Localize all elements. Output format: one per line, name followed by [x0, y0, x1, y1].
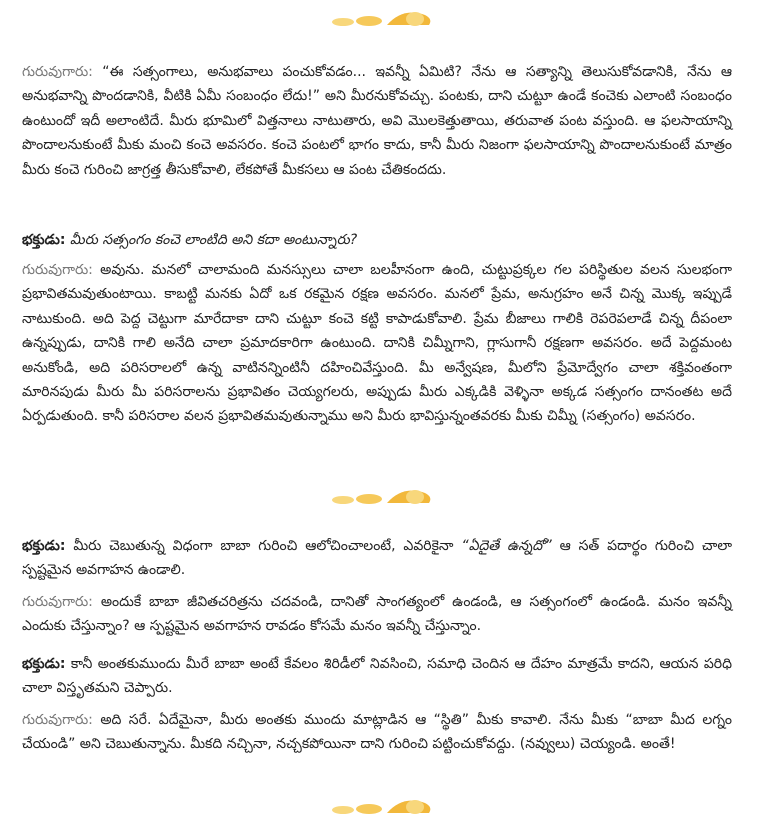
paragraph-text: మీరు సత్సంగం కంచె లాంటిది అని కదా అంటున్నారు?	[69, 232, 358, 248]
paragraph-guru-3	[22, 590, 732, 639]
paragraph-text: కానీ అంతకుముందు మీరే బాబా అంటే కేవలం శిరిడీలో నివసించి, సమాధి చెందిన ఆ దేహం మాత్రమే కాదని, ఆయన పరిధి చాలా విస్తృతమని చెప్పారు.	[22, 656, 732, 697]
speaker-label-guru: గురువుగారు:	[22, 594, 93, 610]
paragraph-text: “ఈ సత్సంగాలు, అనుభవాలు పంచుకోవడం... ఇవన్నీ ఏమిటి? నేను ఆ సత్యాన్ని తెలుసుకోవడానికి, నేను ఆ అనుభవాన్ని పొందడానికి, వీటికి ఏమీ సంబంధం లేదు!” అని మీరనుకోవచ్చు. పంటకు, దాని చుట్టూ ఉండే కంచెకు ఎలాంటి సంబంధం ఉంటుందో ఇదీ అలాంటిదే. మీరు భూమిలో విత్తనాలు నాటుతారు, అవి మొలకెత్తుతాయి, తరువాత పంట వస్తుంది. ఆ ఫలసాయాన్ని పొందాలనుకుంటే మీకు మంచి కంచె అవసరం. కంచె పంటలో భాగం కాదు, కానీ మీరు నిజంగా ఫలసాయాన్ని పొందాలనుకుంటే మాత్రం మీరు కంచె గురించి జాగ్రత్త తీసుకోవాలి, లేకపోతే మీకసలు ఆ పంట చేతికందదు.	[22, 64, 733, 178]
paragraph-text-after: ఆ సత్ పదార్థం గురించి చాలా స్పష్టమైన అవగాహన ఉండాలి.	[22, 538, 732, 579]
divider-top	[0, 4, 770, 32]
paragraph-text: అది సరే. ఏదేమైనా, మీరు అంతకు ముందు మాట్లాడిన ఆ “స్థితి” మీకు కావాలి. నేను మీకు “బాబా మీద లగ్నం చేయండి” అని చెబుతున్నాను. మీకది నచ్చినా, నచ్చకపోయినా దాని గురించి పట్టించుకోవద్దు. (నవ్వులు) చెయ్యండి. అంతే!	[22, 712, 732, 753]
speaker-label-bhakta: భక్తుడు:	[22, 538, 66, 554]
paragraph-text: అవును. మనలో చాలామంది మనస్సులు చాలా బలహీనంగా ఉంది, చుట్టుప్రక్కల గల పరిస్థితుల వలన సులభంగా ప్రభావితమవుతుంటాయి. కాబట్టి మనకు ఏదో ఒక రకమైన రక్షణ అవసరం. మనలో ప్రేమ, అనుగ్రహం అనే చిన్న మొక్క ఇప్పుడే నాటుకుంది. అది పెద్ద చెట్టుగా మారేదాకా దాని చుట్టూ కంచె కట్టి కాపాడుకోవాలి. ప్రేమ బీజాలు గాలికి రెపరెపలాడే చిన్న దీపంలా ఉన్నప్పుడు, దానికి గాలి అనేది చాలా ప్రమాదకారిగా ఉంటుంది. దానికి చిమ్నీగాని, గ్లాసుగానీ రక్షణగా అవసరం. అదే పెద్దమంట అనుకోండి, అది పరిసరాలలో ఉన్న వాటినన్నింటినీ దహించివేస్తుంది. మీ అన్వేషణ, మీలోని ప్రేమోద్వేగం చాలా శక్తివంతంగా మారినపుడు మీరు మీ పరిసరాలను ప్రభావితం చెయ్యగలరు, అప్పుడు మీరు ఎక్కడికి వెళ్ళినా అక్కడ సత్సంగం దానంతట అదే ఏర్పడుతుంది. కానీ పరిసరాల వలన ప్రభావితమవుతున్నాము అని మీరు భావిస్తున్నంతవరకు మీకు చిమ్నీ (సత్సంగం) అవసరం.	[22, 262, 733, 425]
speaker-label-guru: గురువుగారు:	[22, 64, 93, 80]
paragraph-bhakta-3	[22, 652, 732, 701]
gold-swirl-divider-icon	[325, 483, 445, 509]
speaker-label-guru: గురువుగారు:	[22, 712, 93, 728]
paragraph-text: అందుకే బాబా జీవితచరిత్రను చదవండి, దానితో సాంగత్యంలో ఉండండి, ఆ సత్సంగంలో ఉండండి. మనం ఇవన్నీ ఎందుకు చేస్తున్నాం? ఆ స్పష్టమైన అవగాహన రావడం కోసమే మనం ఇవన్నీ చేస్తున్నాం.	[22, 594, 733, 635]
paragraph-bhakta-1	[22, 228, 732, 252]
paragraph-text-before: మీరు చెబుతున్న విధంగా బాబా గురించి ఆలోచించాలంటే, ఎవరికైనా	[73, 538, 462, 554]
speaker-label-bhakta: భక్తుడు:	[22, 656, 66, 672]
paragraph-quote: “ఏదైతే ఉన్నదో”	[461, 538, 552, 554]
divider-middle	[0, 482, 770, 510]
speaker-label-guru: గురువుగారు:	[22, 262, 93, 278]
gold-swirl-divider-icon	[325, 5, 445, 31]
gold-swirl-divider-icon	[325, 793, 445, 819]
paragraph-bhakta-2	[22, 534, 732, 583]
speaker-label-bhakta: భక్తుడు:	[22, 232, 66, 248]
paragraph-guru-4	[22, 708, 732, 757]
paragraph-guru-2	[22, 258, 732, 429]
paragraph-guru-1	[22, 60, 732, 182]
divider-bottom	[0, 792, 770, 820]
